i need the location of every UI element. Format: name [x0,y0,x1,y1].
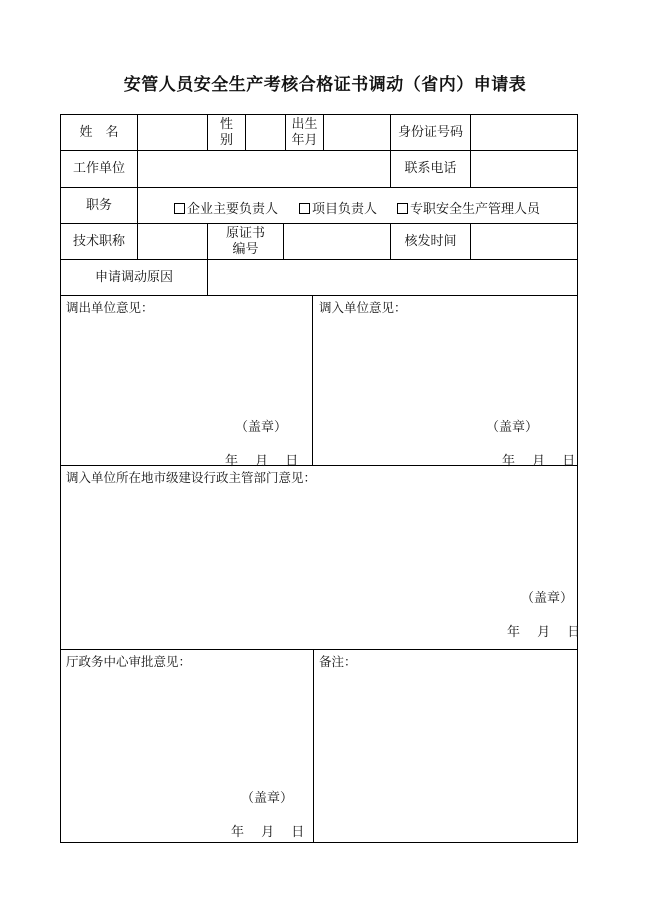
reason-field[interactable] [208,260,577,295]
tech-title-field[interactable] [138,224,207,259]
form-title: 安管人员安全生产考核合格证书调动（省内）申请表 [123,75,527,95]
in-unit-opinion-title: 调入单位意见： [319,300,407,315]
position-option-project-head[interactable] [299,198,377,217]
gender-label-line1: 性 [219,116,233,132]
city-dept-opinion-title: 调入单位所在地市级建设行政主管部门意见： [66,470,317,485]
phone-label: 联系电话 [404,161,457,176]
gender-label-line2: 别 [219,132,233,148]
out-unit-date: 年 月 日 [225,454,299,469]
orig-cert-label [208,224,283,259]
position-option-enterprise-head[interactable] [174,198,278,217]
center-approval-title: 厅政务中心审批意见： [66,654,192,669]
gender-label [208,115,245,150]
in-unit-seal: （盖章） [486,420,539,435]
out-unit-opinion-title: 调出单位意见： [66,300,154,315]
position-option-label: 专职安全生产管理人员 [410,202,541,217]
gender-field[interactable] [246,115,285,150]
checkbox-icon[interactable] [299,203,310,214]
birth-label [286,115,323,150]
position-option-label: 项目负责人 [312,202,378,217]
remarks-title: 备注： [319,654,357,669]
name-field[interactable] [138,115,207,150]
issue-time-label: 核发时间 [404,233,457,249]
phone-field[interactable] [471,151,577,187]
city-dept-seal: （盖章） [521,591,574,606]
position-label: 职务 [85,197,112,213]
birth-field[interactable] [324,115,390,150]
reason-label: 申请调动原因 [94,269,173,285]
checkbox-icon[interactable] [397,203,408,214]
issue-time-field[interactable] [471,224,577,259]
work-unit-field[interactable] [138,151,390,187]
name-label: 姓 名 [79,124,119,140]
out-unit-seal: （盖章） [235,420,288,435]
center-seal: （盖章） [241,791,294,806]
birth-label-line1: 出生 [291,116,318,132]
position-option-safety-manager[interactable] [397,198,540,217]
position-option-label: 企业主要负责人 [187,202,279,217]
id-number-field[interactable] [471,115,577,150]
in-unit-date: 年 月 日 [502,454,576,469]
center-date: 年 月 日 [231,825,305,840]
checkbox-icon[interactable] [174,203,185,214]
orig-cert-label-line1: 原证书 [225,225,265,241]
orig-cert-field[interactable] [284,224,390,259]
id-number-label: 身份证号码 [397,124,463,140]
city-dept-date: 年 月 日 [507,625,581,640]
orig-cert-label-line2: 编号 [232,241,259,257]
tech-title-label: 技术职称 [72,233,125,249]
birth-label-line2: 年月 [291,132,318,148]
work-unit-label: 工作单位 [72,161,125,176]
